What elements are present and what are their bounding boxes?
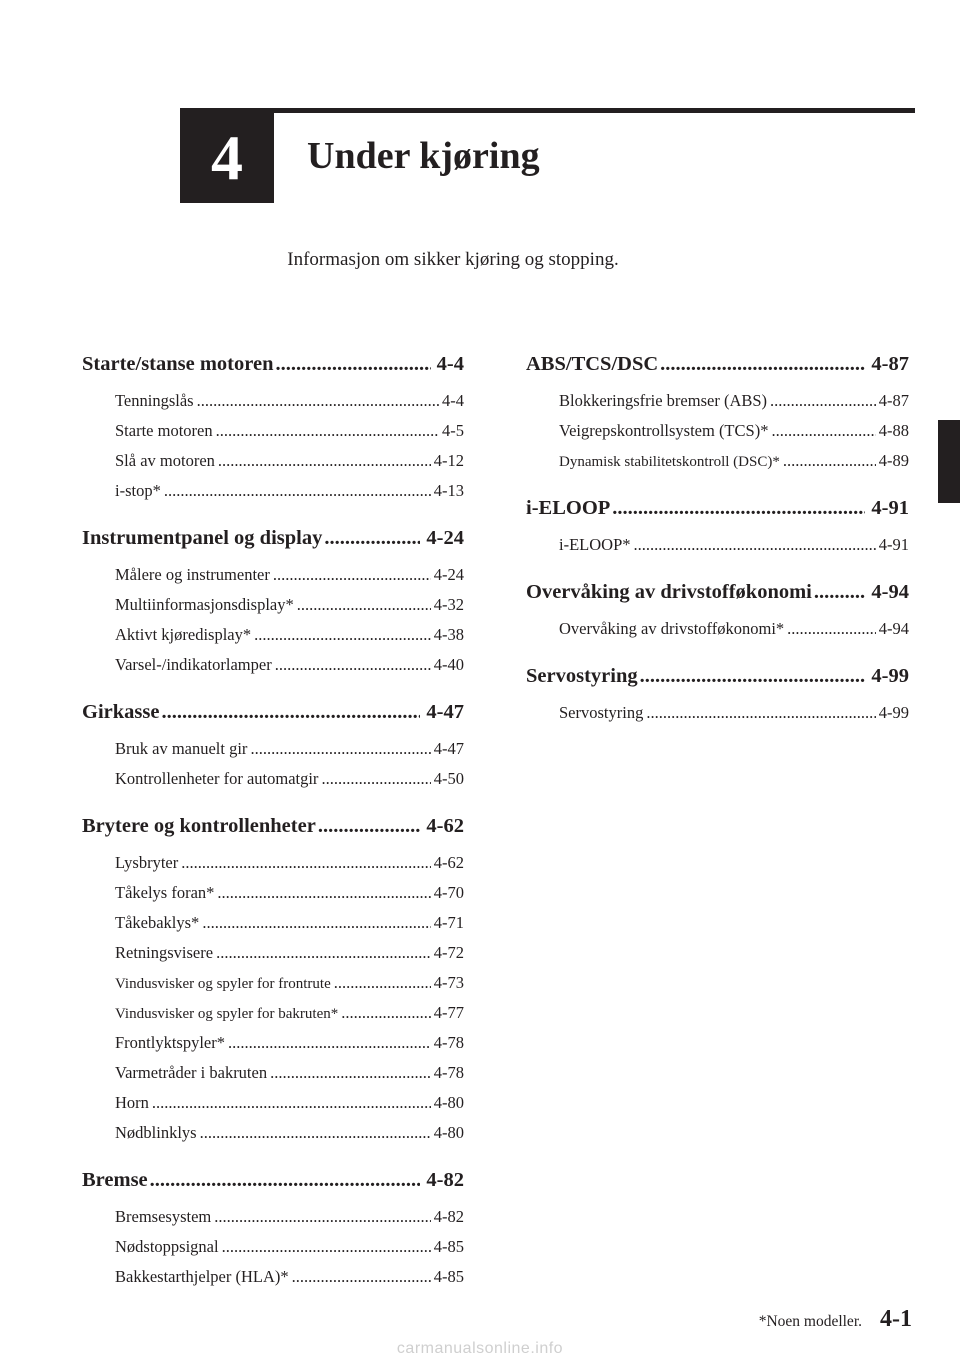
toc-entry-page: 4-32 [433,595,464,614]
toc-entry-title: Målere og instrumenter [115,565,270,584]
dot-leader [318,810,421,842]
toc-section-heading-title: ABS/TCS/DSC [526,353,659,375]
dot-leader [275,650,431,680]
dot-leader [292,1262,431,1292]
toc-entry[interactable] [115,560,464,590]
toc-section-heading-title: i-ELOOP [526,497,611,519]
toc-entry-page: 4-80 [433,1093,464,1112]
toc-entry[interactable] [115,1028,464,1058]
toc-entry[interactable] [115,1232,464,1262]
toc-entry-title: Nødblinklys [115,1123,197,1142]
toc-section [82,522,464,680]
dot-leader [341,998,431,1028]
toc-entry[interactable] [559,386,909,416]
dot-leader [660,348,865,380]
toc-entry[interactable] [115,998,464,1028]
toc-entry-page: 4-85 [433,1237,464,1256]
dot-leader [214,1202,431,1232]
dot-leader [297,590,431,620]
toc-entry-page: 4-78 [433,1063,464,1082]
toc-entry[interactable] [559,614,909,644]
toc-section-heading-page: 4-87 [871,353,909,375]
toc-entry-page: 4-87 [878,391,909,410]
toc-entry-page: 4-24 [433,565,464,584]
toc-entry[interactable] [115,1118,464,1148]
toc-section-heading-title: Bremse [82,1169,148,1191]
toc-section-heading-page: 4-91 [871,497,909,519]
toc-section-heading[interactable] [82,1164,464,1196]
toc-section-heading[interactable] [526,492,909,524]
dot-leader [612,492,865,524]
toc-entry-page: 4-89 [878,451,909,470]
dot-leader [276,348,431,380]
dot-leader [640,660,866,692]
toc-entry-page: 4-72 [433,943,464,962]
dot-leader [770,386,876,416]
toc-section-heading-title: Overvåking av drivstofføkonomi [526,581,812,603]
toc-entry-page: 4-99 [878,703,909,722]
toc-entry-title: Varsel-/indikatorlamper [115,655,272,674]
toc-section [526,348,909,476]
toc-entry[interactable] [115,1058,464,1088]
toc-entry[interactable] [115,968,464,998]
toc-section-heading[interactable] [82,696,464,728]
dot-leader [783,446,876,476]
toc-entry[interactable] [559,446,909,476]
toc-section-heading[interactable] [526,348,909,380]
toc-section-heading-page: 4-47 [426,701,464,723]
chapter-header-rule [180,108,915,113]
toc-entry[interactable] [115,848,464,878]
toc-entry[interactable] [115,590,464,620]
toc-entry[interactable] [115,416,464,446]
toc-section-heading-title: Brytere og kontrollenheter [82,815,316,837]
toc-entry[interactable] [115,938,464,968]
toc-section [82,1164,464,1292]
toc-entry-page: 4-40 [433,655,464,674]
toc-entry-title: Bremsesystem [115,1207,212,1226]
dot-leader [814,576,866,608]
toc-entry[interactable] [115,764,464,794]
toc-entry[interactable] [115,878,464,908]
toc-entry[interactable] [115,1088,464,1118]
toc-section [526,492,909,560]
dot-leader [646,698,875,728]
toc-entry-page: 4-88 [878,421,909,440]
dot-leader [197,386,439,416]
toc-entry-page: 4-5 [442,421,464,440]
toc-entry-page: 4-12 [433,451,464,470]
toc-entry-title: Servostyring [559,703,644,722]
toc-entry-page: 4-13 [433,481,464,500]
toc-entry-title: Overvåking av drivstofføkonomi* [559,619,785,638]
toc-entry[interactable] [115,446,464,476]
dot-leader [152,1088,431,1118]
toc-entry[interactable] [559,416,909,446]
toc-entry-title: Lysbryter [115,853,179,872]
dot-leader [634,530,876,560]
toc-entry[interactable] [115,1202,464,1232]
toc-entry-page: 4-77 [433,1003,464,1022]
dot-leader [217,878,430,908]
toc-section-heading[interactable] [82,522,464,554]
toc-section-heading-title: Instrumentpanel og display [82,527,323,549]
toc-section-heading-page: 4-4 [436,353,464,375]
chapter-number-box [180,113,274,203]
dot-leader [164,476,431,506]
toc-entry[interactable] [115,908,464,938]
dot-leader [334,968,431,998]
chapter-subtitle: Informasjon om sikker kjøring og stopping. [287,249,619,270]
toc-entry-title: Nødstoppsignal [115,1237,219,1256]
dot-leader [161,696,420,728]
toc-entry-title: Multiinformasjonsdisplay* [115,595,294,614]
toc-entry-page: 4-82 [433,1207,464,1226]
toc-entry-page: 4-91 [878,535,909,554]
toc-section-heading-title: Servostyring [526,665,638,687]
toc-entry-page: 4-50 [433,769,464,788]
chapter-edge-tab [938,420,960,503]
toc-entry-title: Varmetråder i bakruten [115,1063,268,1082]
toc-entry-page: 4-80 [433,1123,464,1142]
chapter-number: 4 [211,122,243,193]
toc-entry-title: Aktivt kjøredisplay* [115,625,252,644]
toc-entry-page: 4-70 [433,883,464,902]
dot-leader [216,416,439,446]
watermark: carmanualsonline.info [396,1340,564,1357]
footnote: *Noen modeller. [758,1313,862,1330]
toc-entry[interactable] [115,650,464,680]
toc-entry[interactable] [559,530,909,560]
toc-section-heading[interactable] [526,576,909,608]
toc-entry[interactable] [115,476,464,506]
toc-entry-title: Blokkeringsfrie bremser (ABS) [559,391,768,410]
dot-leader [222,1232,431,1262]
toc-section [82,810,464,1148]
toc-section-heading[interactable] [82,348,464,380]
toc-entry-page: 4-85 [433,1267,464,1286]
toc-right-column [526,348,909,744]
toc-section [526,660,909,728]
toc-section [526,576,909,644]
toc-entry-page: 4-73 [433,973,464,992]
dot-leader [181,848,431,878]
dot-leader [324,522,420,554]
toc-section-heading-page: 4-62 [426,815,464,837]
toc-entry-page: 4-94 [878,619,909,638]
toc-entry-title: Tåkebaklys* [115,913,200,932]
dot-leader [787,614,876,644]
toc-entry[interactable] [115,1262,464,1292]
toc-section-heading[interactable] [526,660,909,692]
dot-leader [216,938,431,968]
toc-entry-page: 4-47 [433,739,464,758]
dot-leader [150,1164,421,1196]
toc-section-heading-page: 4-99 [871,665,909,687]
toc-entry-title: Vindusvisker og spyler for frontrute [115,976,331,992]
toc-entry-page: 4-71 [433,913,464,932]
toc-entry[interactable] [115,620,464,650]
toc-entry-title: Frontlyktspyler* [115,1033,225,1052]
page-number: 4-1 [880,1306,912,1332]
toc-section-heading-title: Starte/stanse motoren [82,353,274,375]
toc-entry-title: Vindusvisker og spyler for bakruten* [115,1006,339,1022]
chapter-title: Under kjøring [307,135,540,177]
toc-entry-title: Kontrollenheter for automatgir [115,769,319,788]
toc-entry-title: i-ELOOP* [559,535,631,554]
dot-leader [321,764,430,794]
dot-leader [771,416,875,446]
toc-entry-title: Tenningslås [115,391,194,410]
toc-section [82,348,464,506]
dot-leader [254,620,431,650]
dot-leader [250,734,430,764]
toc-section-heading-page: 4-82 [426,1169,464,1191]
toc-entry-title: Veigrepskontrollsystem (TCS)* [559,421,769,440]
toc-entry-title: Retningsvisere [115,943,214,962]
toc-entry[interactable] [115,734,464,764]
toc-entry-title: Bakkestarthjelper (HLA)* [115,1267,289,1286]
toc-section-heading-page: 4-94 [871,581,909,603]
toc-entry-title: Bruk av manuelt gir [115,739,248,758]
toc-entry-page: 4-4 [442,391,464,410]
toc-entry[interactable] [115,386,464,416]
toc-entry-title: Horn [115,1093,149,1112]
toc-entry-page: 4-62 [433,853,464,872]
toc-section-heading[interactable] [82,810,464,842]
toc-section-heading-title: Girkasse [82,701,160,723]
toc-entry-title: i-stop* [115,481,161,500]
toc-entry-title: Dynamisk stabilitetskontroll (DSC)* [559,454,780,470]
dot-leader [218,446,431,476]
dot-leader [202,908,430,938]
toc-section-heading-page: 4-24 [426,527,464,549]
toc-entry-title: Tåkelys foran* [115,883,215,902]
toc-entry-title: Slå av motoren [115,451,215,470]
dot-leader [273,560,431,590]
page-footer [759,1306,912,1333]
toc-entry-title: Starte motoren [115,421,213,440]
toc-entry-page: 4-78 [433,1033,464,1052]
toc-entry-page: 4-38 [433,625,464,644]
toc-section [82,696,464,794]
toc-left-column [82,348,464,1308]
dot-leader [270,1058,431,1088]
dot-leader [228,1028,431,1058]
toc-entry[interactable] [559,698,909,728]
dot-leader [200,1118,431,1148]
